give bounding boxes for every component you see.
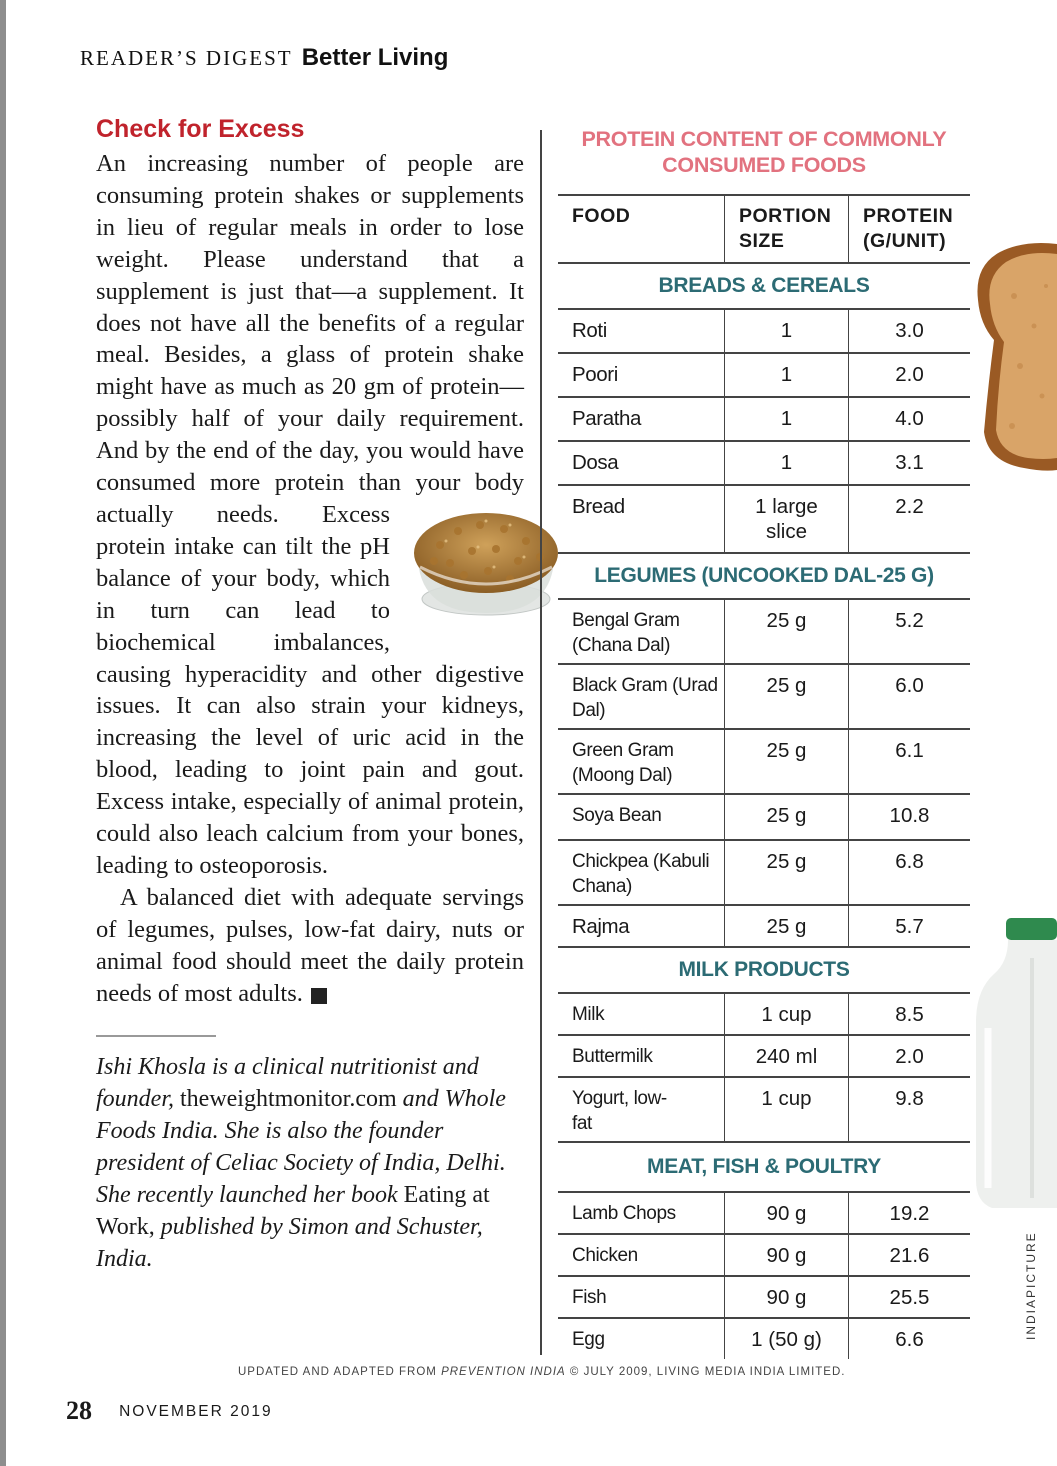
table-row	[558, 795, 970, 841]
protein-cell: 8.5	[848, 994, 970, 1034]
protein-cell: 19.2	[848, 1193, 970, 1233]
category-legumes: LEGUMES (UNCOOKED DAL-25 G)	[558, 554, 970, 600]
page-number: 28	[66, 1396, 92, 1425]
portion-cell: 240 ml	[724, 1036, 848, 1076]
header-portion: PORTION SIZE	[724, 196, 848, 262]
food-cell: Rajma	[572, 915, 630, 938]
end-mark-icon: R	[311, 988, 327, 1004]
protein-table	[558, 126, 970, 1359]
table-title: PROTEIN CONTENT OF COMMONLY CONSUMED FOODS	[581, 127, 947, 177]
protein-cell: 3.0	[848, 310, 970, 352]
protein-cell: 4.0	[848, 398, 970, 440]
running-header	[80, 44, 448, 72]
portion-cell: 1 cup	[724, 1078, 848, 1141]
header-protein: PROTEIN (G/UNIT)	[848, 196, 970, 262]
portion-cell: 1	[724, 354, 848, 396]
table-row	[558, 1078, 970, 1143]
table-row	[558, 442, 970, 486]
credit-suffix: © JULY 2009, LIVING MEDIA INDIA LIMITED.	[565, 1366, 846, 1378]
bio-text-2: and Whole Foods India. She is also the founder president of Celiac Society of India, Delhi. She recently launched her book	[96, 1086, 506, 1209]
credit-source: PREVENTION INDIA	[441, 1366, 566, 1378]
portion-cell: 1 (50 g)	[724, 1319, 848, 1359]
table-row	[558, 841, 970, 906]
header-food: FOOD	[572, 205, 631, 227]
portion-cell: 25 g	[724, 841, 848, 904]
food-cell: Fish	[572, 1287, 607, 1308]
portion-cell: 25 g	[724, 730, 848, 793]
portion-cell: 1	[724, 310, 848, 352]
portion-cell: 25 g	[724, 906, 848, 946]
page-footer	[66, 1396, 273, 1426]
food-cell: Chickpea (Kabuli Chana)	[572, 851, 710, 897]
food-cell: Green Gram (Moong Dal)	[572, 740, 674, 786]
food-cell: Lamb Chops	[572, 1203, 676, 1224]
portion-cell: 90 g	[724, 1277, 848, 1317]
food-cell: Buttermilk	[572, 1046, 653, 1067]
table-row	[558, 1036, 970, 1078]
article-paragraph-1	[96, 148, 524, 882]
portion-cell: 1	[724, 442, 848, 484]
portion-cell: 25 g	[724, 795, 848, 839]
food-cell: Roti	[572, 319, 607, 342]
table-row	[558, 398, 970, 442]
food-cell: Soya Bean	[572, 805, 662, 826]
bio-website: theweightmonitor.com	[180, 1086, 397, 1113]
toast-bread-image	[964, 236, 1057, 474]
author-bio	[96, 1051, 524, 1275]
table-row	[558, 600, 970, 665]
column-divider	[540, 130, 542, 1355]
protein-cell: 6.0	[848, 665, 970, 728]
portion-cell: 1 large slice	[724, 486, 848, 552]
food-cell: Chicken	[572, 1245, 638, 1266]
category-meat-fish-poultry: MEAT, FISH & POULTRY	[558, 1143, 970, 1193]
article-column	[96, 114, 524, 1275]
protein-cell: 9.8	[848, 1078, 970, 1141]
bio-text-1: Ishi Khosla is a clinical nutritionist and founder,	[96, 1054, 479, 1113]
portion-cell: 25 g	[724, 665, 848, 728]
issue-date: NOVEMBER 2019	[119, 1403, 273, 1420]
protein-cell: 5.7	[848, 906, 970, 946]
portion-cell: 1 cup	[724, 994, 848, 1034]
portion-cell: 90 g	[724, 1235, 848, 1275]
food-cell: Bread	[572, 495, 625, 518]
article-paragraph-2	[96, 882, 524, 1010]
section-name: Better Living	[301, 44, 449, 71]
photo-credit: INDIAPICTURE	[1024, 1231, 1038, 1340]
protein-cell: 5.2	[848, 600, 970, 663]
dal-bowl-image	[400, 501, 572, 621]
food-cell: Egg	[572, 1329, 605, 1350]
table-header	[558, 194, 970, 264]
table-row	[558, 354, 970, 398]
table-row	[558, 665, 970, 730]
table-row	[558, 1319, 970, 1359]
paragraph-1-part-b: Excess protein intake can tilt the pH balance of your body, which in turn can lead to biochemical imbalances, causing hyperacidity and other digestive issues. It can also strain your kidneys, increasing the level of uric acid in the blood, leading to joint pain and gout. Excess intake, especially of animal protein, could also leach calcium from your bones, leading to osteoporosis.	[96, 500, 524, 879]
table-row	[558, 310, 970, 354]
food-cell: Yogurt, low-fat	[572, 1088, 667, 1134]
page-edge	[0, 0, 6, 1466]
protein-cell: 6.6	[848, 1319, 970, 1359]
table-row	[558, 994, 970, 1036]
bio-text-3: published by Simon and Schuster, India.	[96, 1214, 483, 1273]
food-cell: Black Gram (Urad Dal)	[572, 675, 718, 721]
portion-cell: 1	[724, 398, 848, 440]
milk-bottle-image	[972, 918, 1057, 1208]
protein-cell: 6.8	[848, 841, 970, 904]
protein-cell: 25.5	[848, 1277, 970, 1317]
category-milk-products: MILK PRODUCTS	[558, 948, 970, 994]
bio-divider	[96, 1035, 216, 1037]
table-row	[558, 906, 970, 948]
food-cell: Paratha	[572, 407, 642, 430]
portion-cell: 90 g	[724, 1193, 848, 1233]
table-row	[558, 1235, 970, 1277]
protein-cell: 3.1	[848, 442, 970, 484]
table-source-credit	[238, 1366, 845, 1378]
article-body	[96, 148, 524, 1009]
table-row	[558, 1277, 970, 1319]
food-cell: Milk	[572, 1004, 605, 1025]
paragraph-2-text: A balanced diet with adequate servings of legumes, pulses, low-fat dairy, nuts or animal food should meet the daily protein needs of most adults.	[96, 883, 524, 1007]
food-cell: Dosa	[572, 451, 619, 474]
protein-cell: 21.6	[848, 1235, 970, 1275]
protein-cell: 10.8	[848, 795, 970, 839]
paragraph-1-part-a: An increasing number of people are consuming protein shakes or supplements in lieu of regular meals in order to lose weight. Please understand that a supplement is just that—a supplement. It does not have all the benefits of a regular meal. Besides, a glass of protein shake might have as much as 20 gm of protein—possibly half of your daily requirement. And by the end of the day, you would have consumed more protein than your body actually needs.	[96, 150, 524, 528]
publication-name: READER’S DIGEST	[80, 46, 293, 70]
portion-cell: 25 g	[724, 600, 848, 663]
table-row	[558, 730, 970, 795]
category-breads-cereals: BREADS & CEREALS	[558, 264, 970, 310]
table-row	[558, 486, 970, 554]
food-cell: Poori	[572, 363, 618, 386]
protein-cell: 2.2	[848, 486, 970, 552]
protein-cell: 2.0	[848, 1036, 970, 1076]
bio-book-title: Eating at Work,	[96, 1182, 490, 1241]
food-cell: Bengal Gram (Chana Dal)	[572, 610, 680, 656]
article-subheading: Check for Excess	[96, 115, 305, 143]
protein-cell: 2.0	[848, 354, 970, 396]
table-row	[558, 1193, 970, 1235]
protein-cell: 6.1	[848, 730, 970, 793]
credit-prefix: UPDATED AND ADAPTED FROM	[238, 1366, 442, 1378]
